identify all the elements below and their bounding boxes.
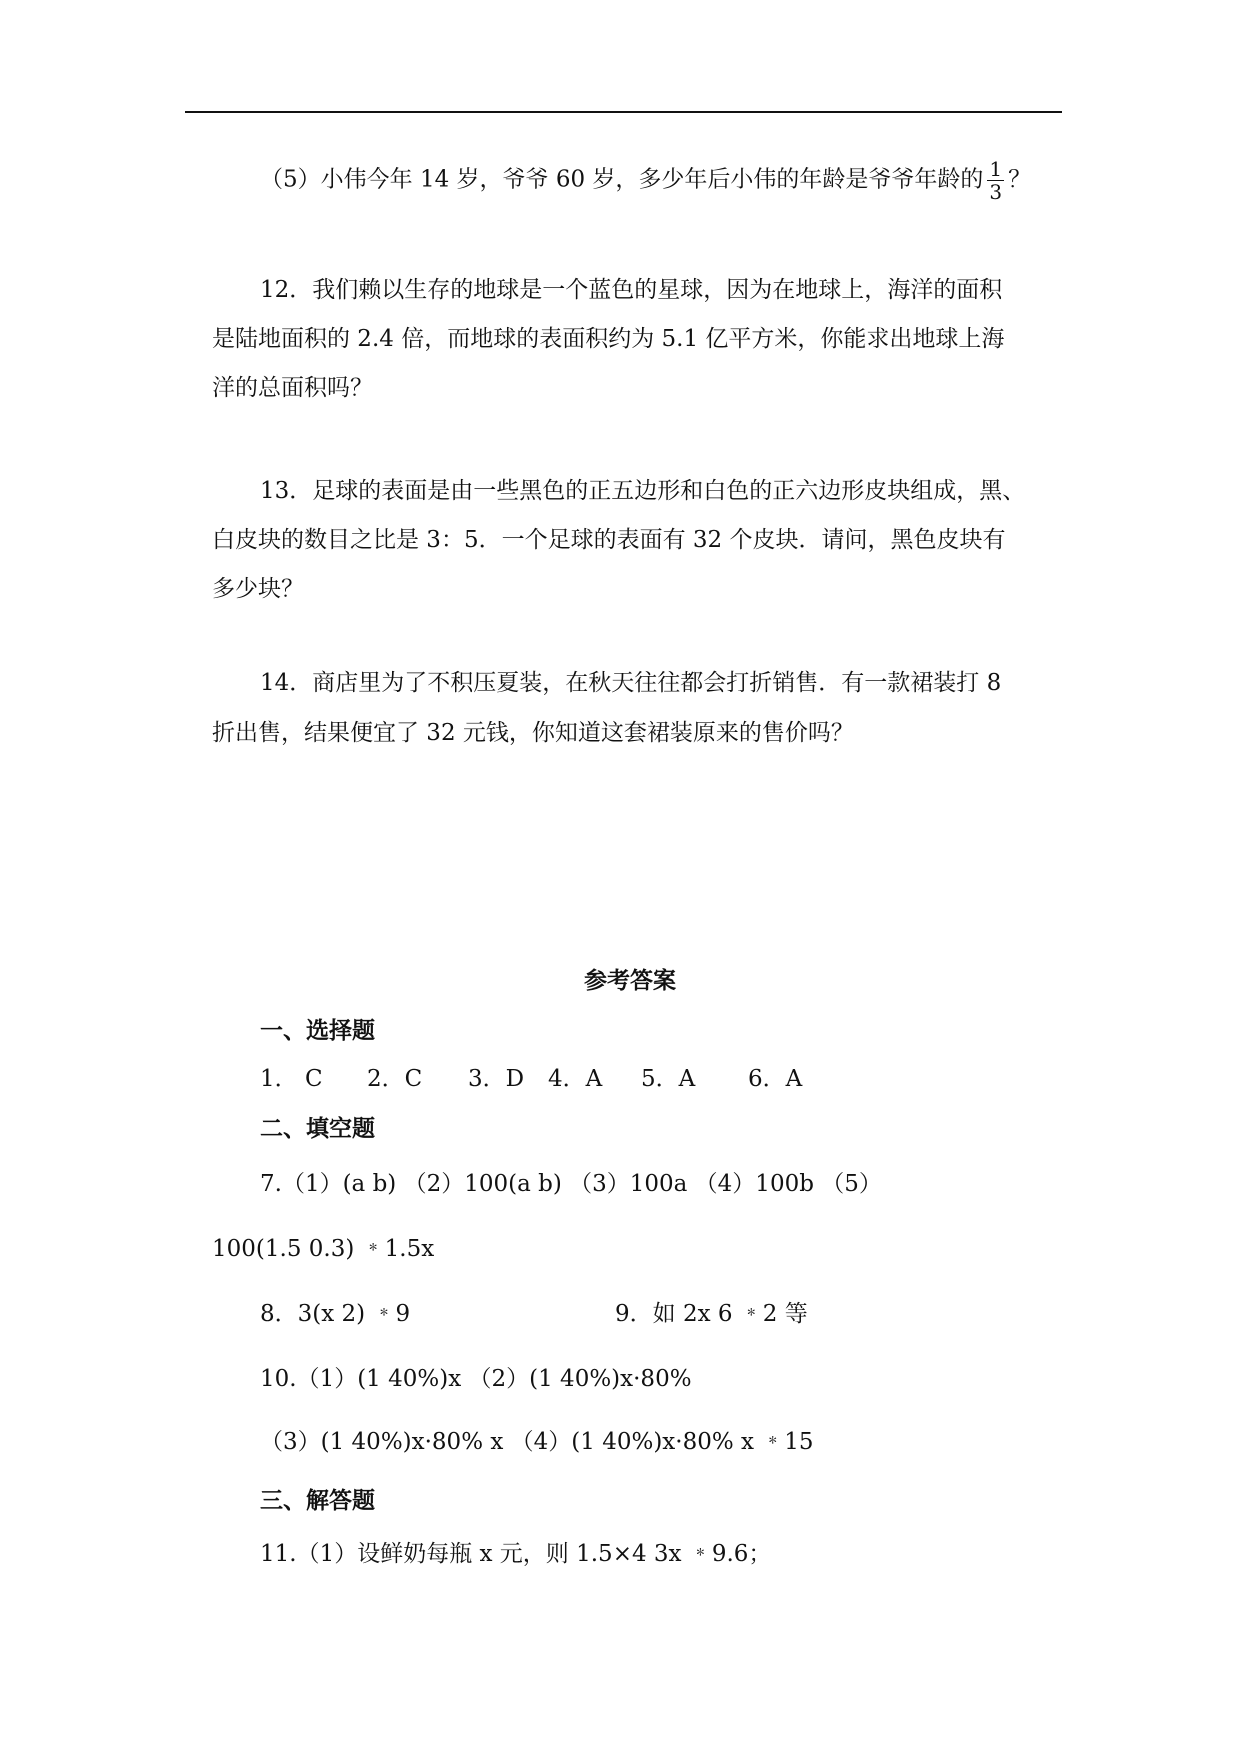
question-5 xyxy=(260,158,1031,203)
fraction-numerator: 1 xyxy=(989,157,1003,181)
question-12-line-3: 洋的总面积吗？ xyxy=(212,375,373,401)
question-12-line-2: 是陆地面积的 2.4 倍，而地球的表面积约为 5.1 亿平方米，你能求出地球上海 xyxy=(212,326,1005,352)
section-heading-solve: 三、解答题 xyxy=(260,1487,375,1514)
answer-7-line-2: 100(1.5 0.3) ﹡1.5x xyxy=(212,1236,435,1262)
mc-answer-4: 4．A xyxy=(548,1066,603,1092)
mc-answer-3: 3．D xyxy=(468,1066,525,1092)
answer-11: 11.（1）设鲜奶每瓶 x 元，则 1.5×4 3x ﹡9.6； xyxy=(260,1541,772,1567)
mc-answer-6: 6．A xyxy=(748,1066,803,1092)
question-5-text: （5）小伟今年 14 岁，爷爷 60 岁，多少年后小伟的年龄是爷爷年龄的 xyxy=(260,166,984,193)
header-rule xyxy=(185,111,1062,113)
answer-10-line-1: 10.（1）(1 40%)x （2）(1 40%)x·80% xyxy=(260,1366,692,1392)
section-heading-fill: 二、填空题 xyxy=(260,1115,375,1142)
question-14-line-2: 折出售，结果便宜了 32 元钱，你知道这套裙装原来的售价吗？ xyxy=(212,720,854,746)
mc-answer-5: 5．A xyxy=(641,1066,696,1092)
question-5-tail: ？ xyxy=(1008,166,1032,193)
mc-answer-1: 1． C xyxy=(260,1066,323,1092)
answer-10-line-2: （3）(1 40%)x·80% x （4）(1 40%)x·80% x ﹡15 xyxy=(260,1429,814,1455)
question-13-line-2: 白皮块的数目之比是 3：5．一个足球的表面有 32 个皮块．请问，黑色皮块有 xyxy=(212,527,1006,553)
question-13-line-1: 13．足球的表面是由一些黑色的正五边形和白色的正六边形皮块组成，黑、 xyxy=(260,478,1026,504)
section-heading-choice: 一、选择题 xyxy=(260,1017,375,1044)
mc-answer-2: 2．C xyxy=(367,1066,423,1092)
question-13-line-3: 多少块？ xyxy=(212,576,304,602)
fraction-one-third xyxy=(987,158,1004,203)
fraction-denominator: 3 xyxy=(989,180,1003,204)
question-12-line-1: 12．我们赖以生存的地球是一个蓝色的星球，因为在地球上，海洋的面积 xyxy=(260,277,1003,303)
answer-8: 8．3(x 2) ﹡9 xyxy=(260,1301,411,1327)
answer-7-line-1: 7.（1）(a b) （2）100(a b) （3）100a （4）100b （5） xyxy=(260,1171,882,1197)
answer-9: 9．如 2x 6 ﹡2 等 xyxy=(615,1301,808,1327)
answers-title: 参考答案 xyxy=(584,967,676,994)
question-14-line-1: 14．商店里为了不积压夏装，在秋天往往都会打折销售．有一款裙装打 8 xyxy=(260,670,1002,696)
